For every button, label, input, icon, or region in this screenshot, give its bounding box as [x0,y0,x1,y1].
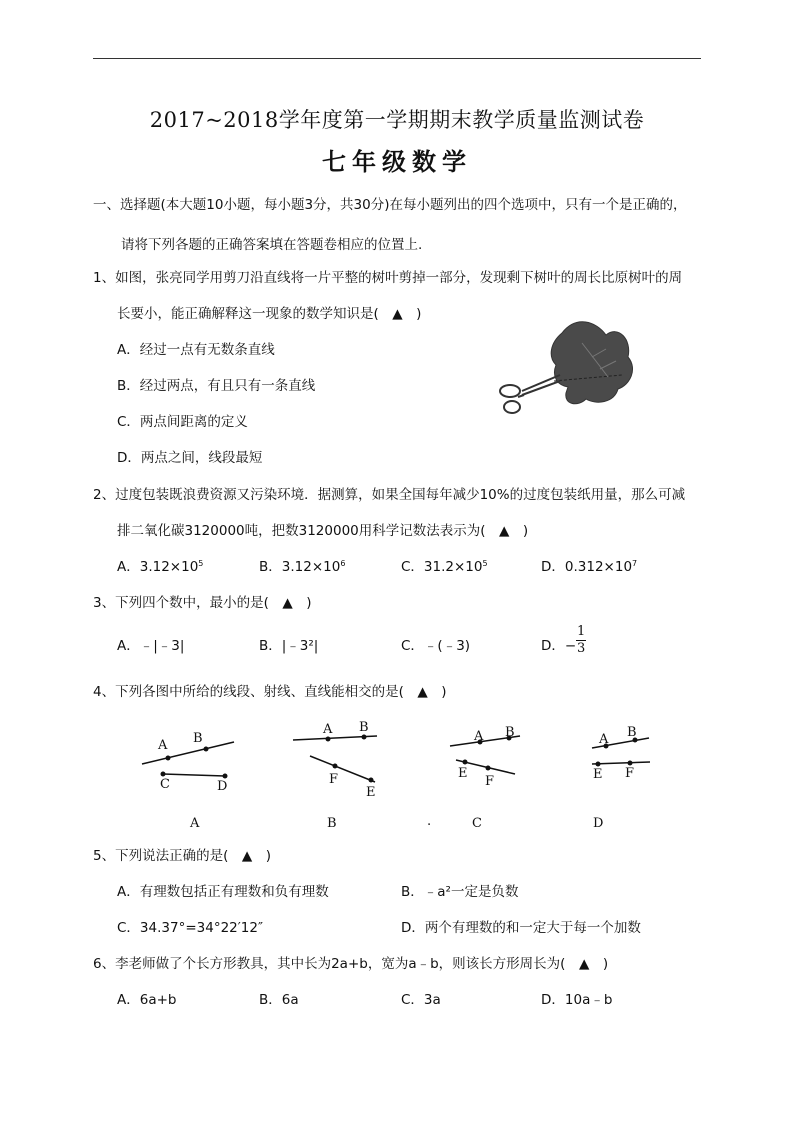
question-3-option-b: B．|﹣3²| [259,638,319,654]
fig-c-label-f: F [485,774,495,789]
fig-d-label-f: F [625,766,635,781]
leaf-scissors-figure [496,313,646,423]
question-1-option-b: B．经过两点，有且只有一条直线 [117,378,316,394]
question-3-option-a: A．﹣|﹣3| [117,638,185,654]
question-2-option-a: A．$3.12\times 10^5$ [117,559,204,575]
question-3-stem: 3、下列四个数中，最小的是( ▲ ) [93,595,312,611]
section-heading: 一、选择题(本大题10小题，每小题3分，共30分)在每小题列出的四个选项中，只有一个是正确的， [93,197,687,213]
question-6-stem: 6、李老师做了个长方形教具，其中长为2a+b，宽为a﹣b，则该长方形周长为( ▲ ) [93,956,609,972]
question-2-option-b: B．$3.12\times 10^6$ [259,559,346,575]
fig-a-label-d: D [217,779,228,794]
header-rule [93,58,701,59]
fig-b-label-a: A [323,722,333,737]
question-2-stem: 2、过度包装既浪费资源又污染环境．据测算，如果全国每年减少10%的过度包装纸用量，那么可减 [93,487,686,503]
scissors-icon [500,375,560,413]
question-4-figures [130,712,670,802]
question-2-option-c: C．$31.2\times 10^5$ [401,559,488,575]
section-instruction: 请将下列各题的正确答案填在答题卷相应的位置上. [121,237,423,253]
fraction-denominator: 3 [577,641,586,656]
fig-b-label-f: F [329,772,339,787]
question-5-option-c: C．34.37°=34°22′12″ [117,920,264,936]
fig-a-label-c: C [160,777,170,792]
fig-b-label-b: B [359,720,369,735]
question-2-stem-cont: 排二氧化碳3120000吨，把数3120000用科学记数法表示为( ▲ ) [117,523,529,539]
figure-caption-a: A [190,816,200,831]
fig-c-label-a: A [474,729,484,744]
fig-c-label-e: E [458,766,468,781]
question-2-option-d: D．$0.312\times 10^7$ [541,559,638,575]
question-5-option-b: B．﹣a²一定是负数 [401,884,519,900]
question-3-option-c: C．﹣(﹣3) [401,638,471,654]
question-1-stem: 1、如图，张亮同学用剪刀沿直线将一片平整的树叶剪掉一部分，发现剩下树叶的周长比原树叶的周 [93,270,683,286]
question-6-option-d: D．10a﹣b [541,992,613,1008]
question-6-option-b: B．6a [259,992,299,1008]
question-5-option-a: A．有理数包括正有理数和负有理数 [117,884,329,900]
figure-caption-b: B [327,816,337,831]
figure-caption-dot: . [427,814,432,829]
question-6-option-a: A．6a+b [117,992,177,1008]
question-1-option-c: C．两点间距离的定义 [117,414,248,430]
question-3-fraction [576,624,586,657]
figure-caption-d: D [593,816,604,831]
fraction-numerator: 1 [577,624,586,639]
fig-d-label-b: B [627,725,637,740]
fig-a-label-a: A [158,738,168,753]
question-5-option-d: D．两个有理数的和一定大于每一个加数 [401,920,641,936]
question-1-option-d: D．两点之间，线段最短 [117,450,263,466]
question-6-option-c: C．3a [401,992,441,1008]
leaf-shape [551,322,632,404]
question-3-option-d: D．− [541,638,577,654]
figure-caption-c: C [472,816,482,831]
exam-subtitle: 七年级数学 [322,148,472,176]
fig-a-label-b: B [193,731,203,746]
question-1-stem-cont: 长要小，能正确解释这一现象的数学知识是( ▲ ) [117,306,422,322]
fig-d-label-a: A [599,732,609,747]
question-5-stem: 5、下列说法正确的是( ▲ ) [93,848,272,864]
figure-a [142,742,234,779]
fig-b-label-e: E [366,785,376,800]
fig-c-label-b: B [505,725,515,740]
fig-d-label-e: E [593,767,603,782]
question-4-stem: 4、下列各图中所给的线段、射线、直线能相交的是( ▲ ) [93,684,447,700]
exam-title: 2017~2018学年度第一学期期末教学质量监测试卷 [149,108,645,132]
question-1-option-a: A．经过一点有无数条直线 [117,342,275,358]
